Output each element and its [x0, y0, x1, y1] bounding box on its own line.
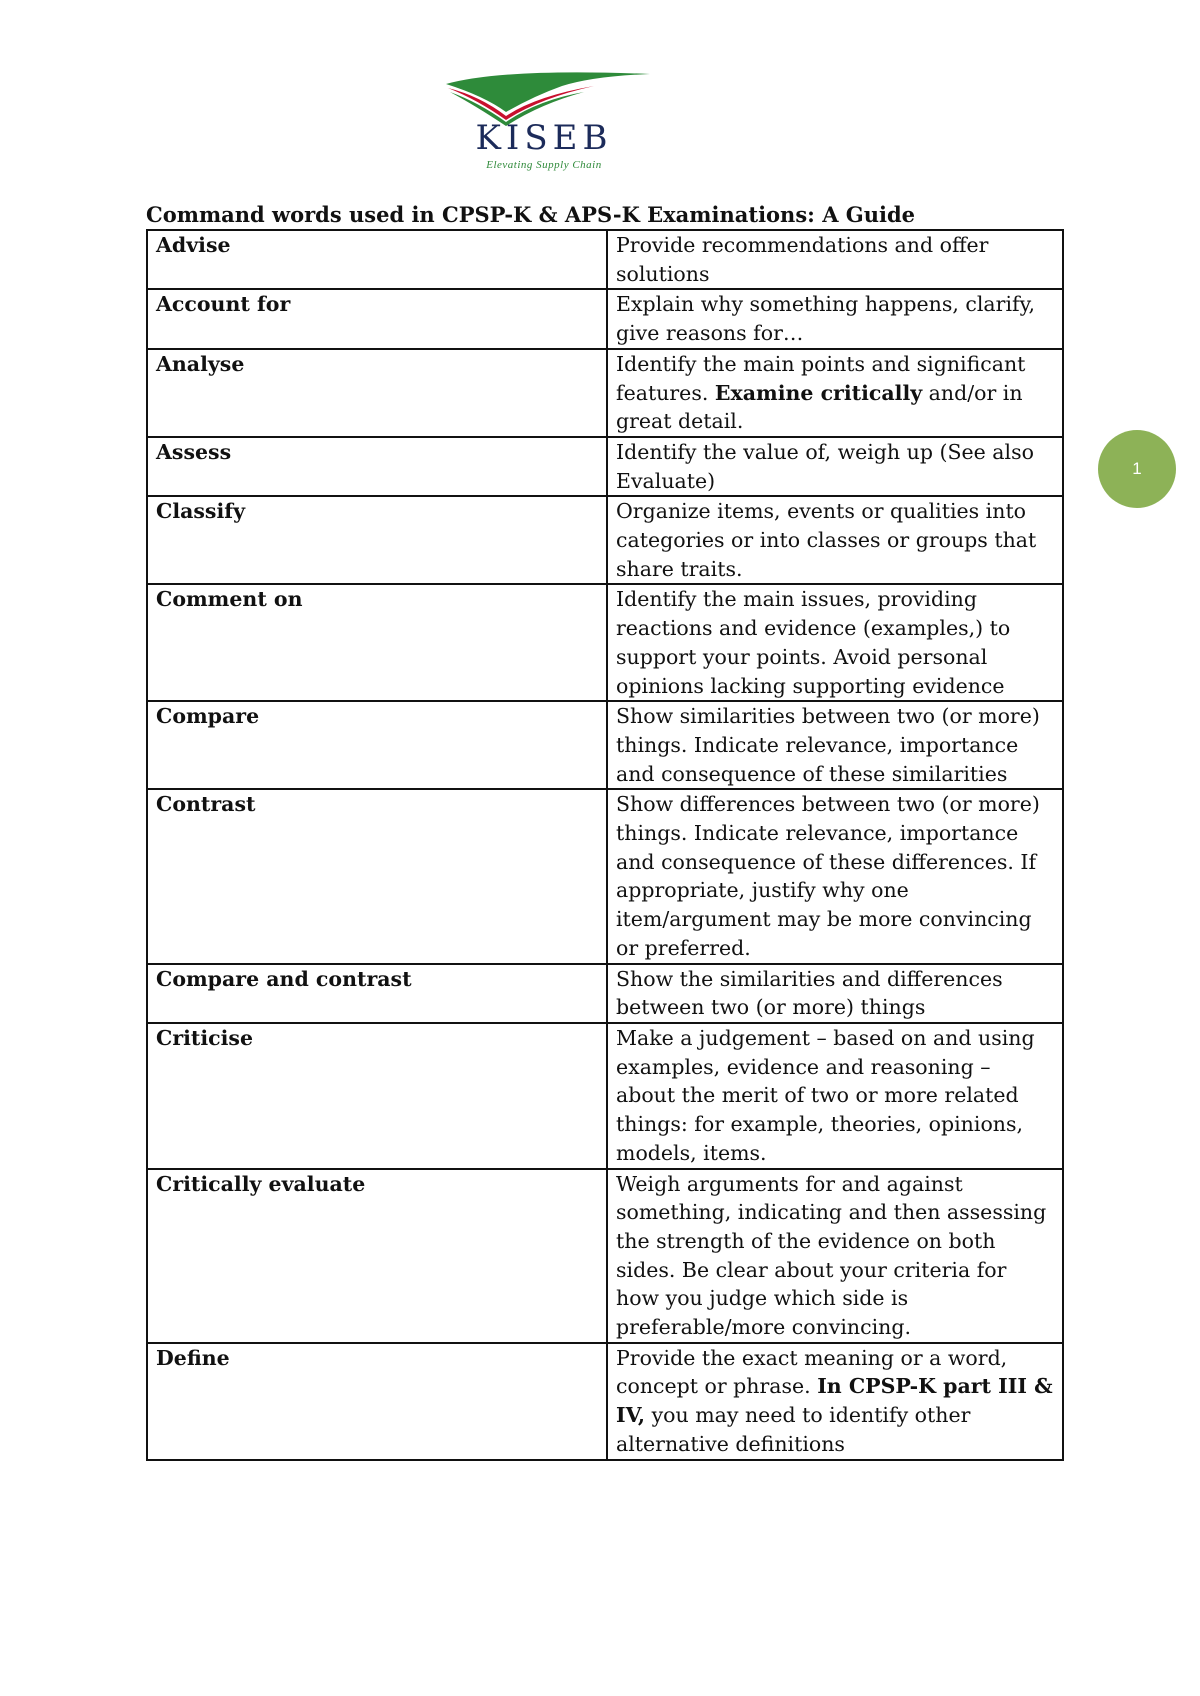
logo-swoosh-icon	[444, 66, 652, 126]
table-row	[147, 349, 1063, 437]
command-term: Analyse	[147, 349, 607, 437]
command-term: Comment on	[147, 584, 607, 701]
definition-text: Make a judgement – based on and using examples, evidence and reasoning – about the merit of two or more related things: for example, theories, opinions, models, items.	[616, 1025, 1035, 1165]
definition-text: Identify the main points and significant features.	[616, 351, 1026, 405]
logo-tagline: Elevating Supply Chain	[486, 159, 602, 171]
definition-text: Identify the main issues, providing reactions and evidence (examples,) to support your points. Avoid personal opinions lacking supporting evidence	[616, 587, 1011, 698]
definition-text: Show differences between two (or more) things. Indicate relevance, importance and consequence of these differences. If appropriate, justify why one item/argument may be more convincing or preferred.	[616, 792, 1040, 960]
command-term: Define	[147, 1343, 607, 1460]
command-definition	[607, 437, 1063, 496]
command-term: Account for	[147, 289, 607, 348]
command-definition	[607, 789, 1063, 963]
definition-text: Organize items, events or qualities into categories or into classes or groups that share traits.	[616, 499, 1037, 581]
command-definition	[607, 289, 1063, 348]
table-row	[147, 964, 1063, 1023]
command-term: Classify	[147, 496, 607, 584]
definition-text: Provide recommendations and offer solutions	[616, 233, 989, 286]
definition-emphasis: In CPSP-K part III & IV,	[616, 1374, 1053, 1428]
table-row	[147, 701, 1063, 789]
definition-text: Weigh arguments for and against something, indicating and then assessing the strength of the evidence on both sides. Be clear about your criteria for how you judge which side is preferable/more convincing.	[616, 1171, 1047, 1340]
definition-text: and/or in great detail.	[616, 380, 1023, 434]
command-term: Compare and contrast	[147, 964, 607, 1023]
command-definition	[607, 584, 1063, 701]
command-definition	[607, 349, 1063, 437]
kiseb-logo	[444, 66, 652, 176]
table-row	[147, 496, 1063, 584]
table-row	[147, 584, 1063, 701]
command-term: Criticise	[147, 1023, 607, 1169]
table-row	[147, 230, 1063, 289]
definition-text: Identify the value of, weigh up (See also Evaluate)	[616, 439, 1034, 493]
command-words-table	[146, 229, 1064, 1461]
table-row	[147, 789, 1063, 963]
table-row	[147, 1169, 1063, 1343]
command-definition	[607, 701, 1063, 789]
definition-text: you may need to identify other alternative definitions	[616, 1403, 971, 1456]
command-definition	[607, 964, 1063, 1023]
page-number-badge: 1	[1098, 430, 1176, 508]
command-term: Compare	[147, 701, 607, 789]
command-definition	[607, 496, 1063, 584]
table-row	[147, 437, 1063, 496]
command-words-table-body	[147, 230, 1063, 1460]
command-definition	[607, 1169, 1063, 1343]
command-definition	[607, 230, 1063, 289]
definition-emphasis: Examine critically	[714, 380, 923, 405]
command-term: Critically evaluate	[147, 1169, 607, 1343]
command-term: Advise	[147, 230, 607, 289]
command-definition	[607, 1023, 1063, 1169]
command-definition	[607, 1343, 1063, 1460]
definition-text: Provide the exact meaning or a word, concept or phrase.	[616, 1345, 1008, 1399]
definition-text: Show similarities between two (or more) things. Indicate relevance, importance and consequence of these similarities	[616, 704, 1040, 786]
table-row	[147, 289, 1063, 348]
table-row	[147, 1343, 1063, 1460]
definition-text: Show the similarities and differences between two (or more) things	[616, 966, 1003, 1020]
document-title: Command words used in CPSP-K & APS-K Examinations: A Guide	[146, 202, 916, 227]
logo-name: KISEB	[475, 118, 613, 158]
table-row	[147, 1023, 1063, 1169]
definition-text: Explain why something happens, clarify, give reasons for…	[616, 292, 1035, 346]
command-term: Assess	[147, 437, 607, 496]
command-term: Contrast	[147, 789, 607, 963]
